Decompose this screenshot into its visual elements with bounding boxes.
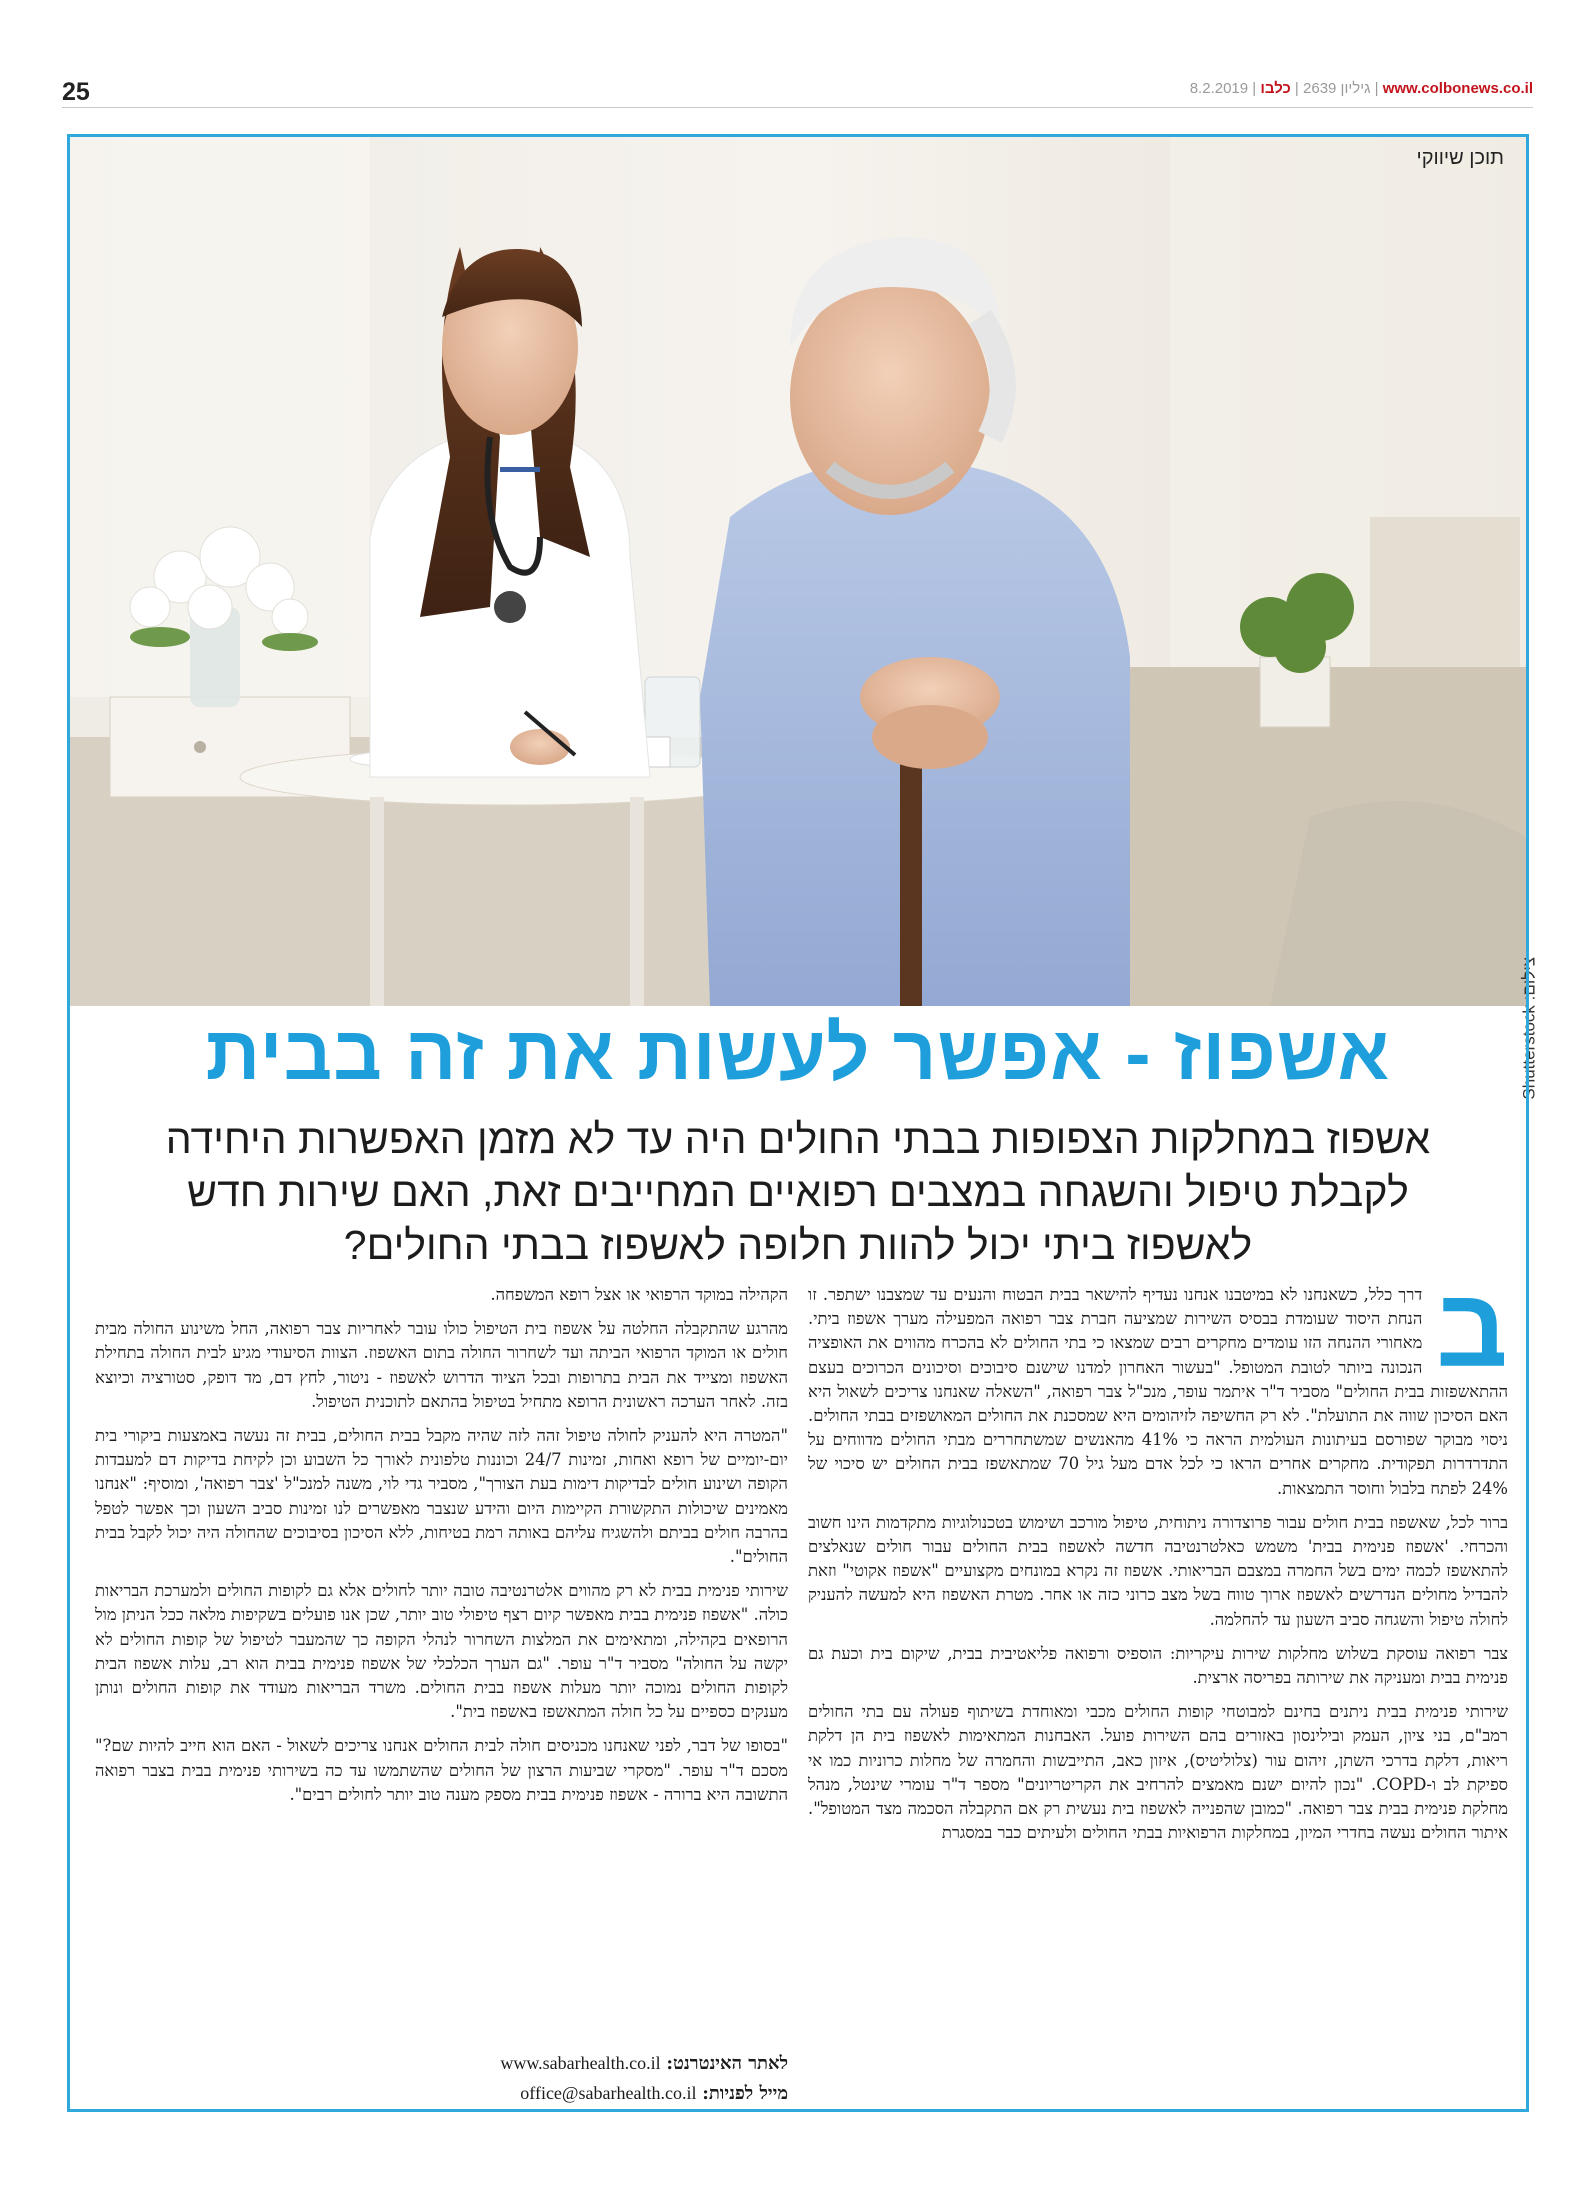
subheadline-line: לאשפוז ביתי יכול להוות חלופה לאשפוז בבתי החולים? (343, 1222, 1253, 1268)
contact-email (95, 2078, 788, 2109)
headline: אשפוז - אפשר לעשות את זה בבית (205, 1011, 1391, 1096)
paragraph: שירותי פנימית בבית לא רק מהווים אלטרנטיבה טובה יותר לחולים אלא גם לקופות החולים ולמערכת הבריאות כולה. "אשפוז פנימית בבית מאפשר קיום רצף טיפולי טוב יותר, שכן אנו פועלים בשקיפות מלאה ככל הניתן מול הרופאים בקהילה, ומתאימים את המלצות השחרור לנהלי הקופה כך שהמעבר לטיפול של קופות החולים לא יקשה על החולה" מסביר ד"ר עופר. "גם הערך הכלכלי של אשפוז פנימית בבית הוא רב, עלות אשפוז הבית לקופות החולים נמוכה יותר מעלות אשפוז בבית החולים. משרד הבריאות מעודד את קופות החולים ונותן מענקים כספיים על כל חולה המתאשפז באשפוז בית". (95, 1581, 788, 1722)
article-column-left (95, 1283, 788, 1817)
website-label: לאתר האינטרנט: (666, 2053, 788, 2074)
header-separator: | (1252, 80, 1261, 97)
paragraph: "המטרה היא להעניק לחולה טיפול זהה לזה שהיה מקבל בבית החולים, בבית זה נעשה באמצעות ביקורי בית יום-יומיים של רופא ואחות, זמינות 24/7 וכוננות טלפונית לאורך כל השבוע וכן לקיחת בדיקות דם למעבדות הקופה ושינוע חולים לבדיקות דימות בעת הצורך", מסביר גדי לוי, משנה למנכ"ל 'צבר רפואה', ומוסיף: "אנחנו מאמינים שיכולות התקשורת הקיימות היום והידע שנצבר מאפשרים לנו זמינות סביב השעון וכך אפשר לטפל בהרבה חולים בביתם ולהשגיח עליהם באותה רמת בטיחות, ללא הסיכון בסיבוכים שהחולה היה יכול לקבל בבית החולים". (95, 1426, 788, 1567)
website-link[interactable]: www.sabarhealth.co.il (500, 2053, 661, 2073)
sponsored-content-label: תוכן שיווקי (1416, 147, 1504, 169)
article-column-right (808, 1265, 1509, 1855)
email-link[interactable]: office@sabarhealth.co.il (520, 2083, 697, 2103)
email-label: מייל לפניות: (702, 2083, 788, 2104)
contact-website (95, 2048, 788, 2079)
photo-credit: צילום: Shutterstock (1520, 957, 1539, 1100)
paragraph: ברור לכל, שאשפוז בבית חולים עבור פרוצדורה ניתוחית, טיפול מורכב ושימוש בטכנולוגיות מתקדמות הינו חשוב והכרחי. 'אשפוז פנימית בבית' משמש כאלטרנטיבה חדשה לאשפוז בבית החולים עבור חולים שנאלצים להתאשפז לכמה ימים בשל החמרה במצבם הבריאותי. אשפוז זה נקרא במונחים מקצועיים "אשפוז אקוטי" וזאת להבדיל מחולים הנדרשים לאשפוז ארוך טווח בשל מצב כרוני כזה או אחר. מטרת האשפוז היא למעשה להעניק לחולה טיפול והשגחה סביב השעון עד להחלמה. (808, 1512, 1508, 1629)
subheadline (100, 1113, 1496, 1272)
page-number: 25 (62, 78, 90, 106)
header-separator: | (1374, 80, 1383, 97)
header-meta (1190, 80, 1533, 97)
subheadline-line: אשפוז במחלקות הצפופות בבתי החולים היה עד לא מזמן האפשרות היחידה (165, 1116, 1431, 1162)
header-website-link[interactable]: www.colbonews.co.il (1382, 80, 1533, 97)
header-divider (62, 107, 1533, 108)
paragraph: מהרגע שהתקבלה החלטה על אשפוז בית הטיפול כולו עובר לאחריות צבר רפואה, החל משינוע החולה מבית חולים או המוקד הרפואי הביתה ועד לשחרור החולה בתום האשפוז. הצוות הסיעודי מגיע לבית החולה בתחילת האשפוז ומצייד את הבית בתרופות ובכל הציוד הדרוש לאשפוז - ניטור, לחץ דם, מד דופק, סטורציה וכיוצא בזה. לאחר הערכה ראשונית הרופא מתחיל בטיפול בהתאם לתוכנית הטיפול. (95, 1319, 788, 1411)
paragraph: "בסופו של דבר, לפני שאנחנו מכניסים חולה לבית החולים אנחנו צריכים לשאול - האם הוא חייב להיות שם?" מסכם ד"ר עופר. "מסקרי שביעות הרצון של החולים שהשתמשו עד כה בשירותי פנימית בבית בצבר רפואה התשובה היא ברורה - אשפוז פנימית בבית מספק מענה טוב יותר לחולים רבים". (95, 1736, 788, 1804)
subheadline-line: לקבלת טיפול והשגחה במצבים רפואיים המחייבים זאת, האם שירות חדש (187, 1169, 1409, 1215)
header-separator: | (1290, 80, 1299, 97)
paragraph: דרך כלל, כשאנחנו לא במיטבנו אנחנו נעדיף להישאר בבית הבטוח והנעים עד שמצבנו ישתפר. זו הנחת היסוד שעומדת בבסיס השירות שמציעה חברת צבר רפואה המפעילה מערך אשפוז ביתי. מאחורי ההנחה הזו עומדים מחקרים רבים שמצאו כי בתי החולים לא בהכרח מהווים את האופציה הנכונה ביותר לטובת המטופל. "בעשור האחרון למדנו שישנם סיבוכים וסיכונים הכרוכים בעצם ההתאשפזות בבית החולים" מסביר ד"ר איתמר עופר, מנכ"ל צבר רפואה, "השאלה שאנחנו צריכים לשאול היא האם הסיכון שווה את התועלת". לא רק החשיפה לזיהומים היא שמסכנת את החולים המאושפזים בבתי החולים. ניסוי מבוקר שפורסם בעיתונות העולמית הראה כי 41% מהאנשים שמשתחררים מבתי החולים מדווחים על התדרדרות תפקודית. מחקרים אחרים הראו כי לכל אדם מעל גיל 70 שמתאשפז בבית החולים יש סיכוי של 24% לפתח בלבול וחוסר התמצאות. (808, 1285, 1509, 1498)
header-date: 8.2.2019 (1189, 80, 1249, 97)
paragraph: צבר רפואה עוסקת בשלוש מחלקות שירות עיקריות: הוספיס ורפואה פליאטיבית בבית, שיקום בית וכעת גם פנימית בבית ומעניקה את שירותה בפריסה ארצית. (808, 1643, 1508, 1688)
paragraph: הקהילה במוקד הרפואי או אצל רופא המשפחה. (490, 1285, 788, 1304)
header-brand: כלבו (1260, 80, 1291, 97)
paragraph: שירותי פנימית בבית ניתנים בחינם למבוטחי קופות החולים מכבי ומאוחדת בשיתוף פעולה עם בתי החולים רמב"ם, בני ציון, העמק ובילינסון באזורים בהם השירות פועל. האבחנות המתאימות לאשפוז בית הן דלקת ריאות, דלקת בדרכי השתן, זיהום עור (צלוליטיס), איזון כאב, התייבשות והחמרה של מחלות כרוניות כמו אי ספיקת לב ו-COPD. "נכון להיום ישנם מאמצים להרחיב את הקריטריונים" מספר ד"ר עומרי שינטל, מנהל מחלקת פנימית בבית צבר רפואה. "כמובן שהפנייה לאשפוז בית נעשית רק אם התקבלה הסכמה מצד המטופל". איתור החולים נעשה בחדרי המיון, במחלקות הרפואיות בבתי החולים ולעיתים כבר במסגרת (808, 1702, 1508, 1843)
drop-cap: ב (1436, 1265, 1508, 1390)
header-issue: גיליון 2639 (1303, 80, 1371, 97)
